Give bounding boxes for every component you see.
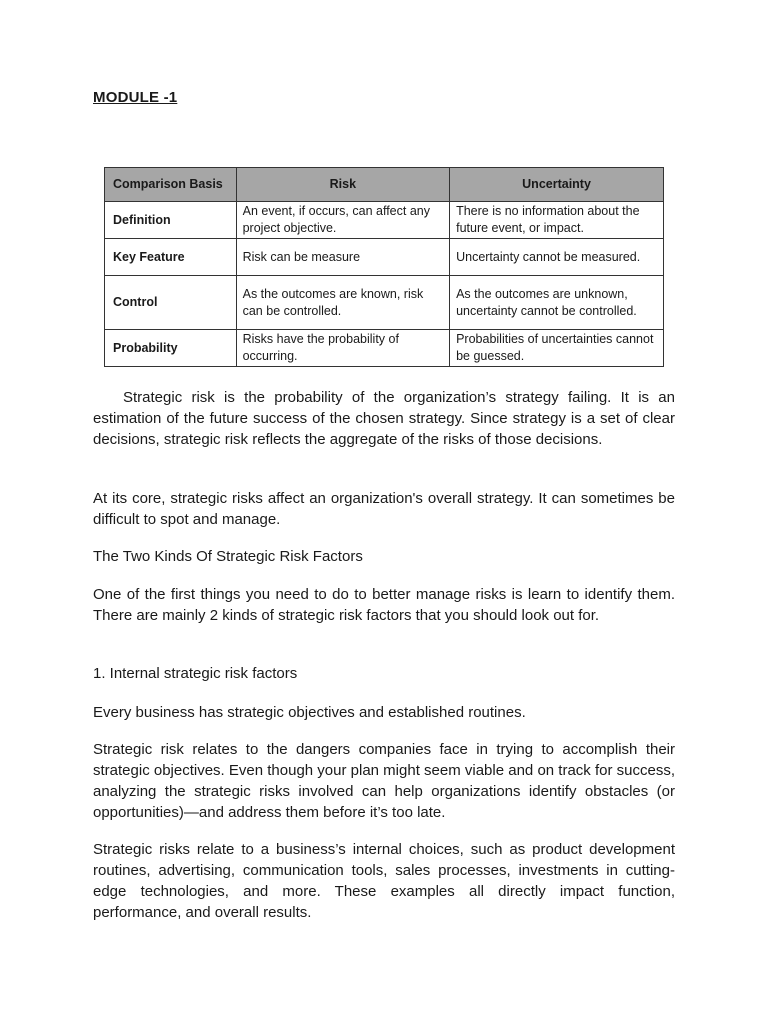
- row-uncertainty: There is no information about the future event, or impact.: [450, 202, 664, 239]
- header-comparison-basis: Comparison Basis: [105, 168, 237, 202]
- row-risk: An event, if occurs, can affect any project objective.: [236, 202, 449, 239]
- row-basis: Control: [105, 276, 237, 330]
- row-basis: Probability: [105, 330, 237, 367]
- section-heading-two-kinds: The Two Kinds Of Strategic Risk Factors: [93, 548, 363, 565]
- table-header-row: [105, 168, 664, 202]
- table-row: [105, 239, 664, 276]
- table-row: [105, 276, 664, 330]
- paragraph-strategic-risk-definition: Strategic risk is the probability of the organization’s strategy failing. It is an estimation of the future success of the chosen strategy. Since strategy is a set of clear decisions, strategic risk reflects the aggregate of the risks of those decisions.: [93, 389, 675, 448]
- row-risk: As the outcomes are known, risk can be controlled.: [236, 276, 449, 330]
- row-basis: Key Feature: [105, 239, 237, 276]
- row-risk: Risk can be measure: [236, 239, 449, 276]
- paragraph-core-strategic-risk: At its core, strategic risks affect an organization's overall strategy. It can sometimes be difficult to spot and manage.: [93, 490, 675, 528]
- row-uncertainty: Probabilities of uncertainties cannot be guessed.: [450, 330, 664, 367]
- row-uncertainty: Uncertainty cannot be measured.: [450, 239, 664, 276]
- paragraph-internal-choices: Strategic risks relate to a business’s internal choices, such as product development routines, advertising, communication tools, sales processes, investments in cutting-edge technologies, and more. These examples all directly impact function, performance, and overall results.: [93, 841, 675, 921]
- paragraph-identify-risks: One of the first things you need to do to better manage risks is learn to identify them. There are mainly 2 kinds of strategic risk factors that you should look out for.: [93, 586, 675, 624]
- row-uncertainty: As the outcomes are unknown, uncertainty cannot be controlled.: [450, 276, 664, 330]
- header-risk: Risk: [236, 168, 449, 202]
- paragraph-strategic-risk-dangers: Strategic risk relates to the dangers companies face in trying to accomplish their strategic objectives. Even though your plan might seem viable and on track for success, analyzing the strategic risks involved can help organizations identify obstacles (or opportunities)—and address them before it’s too late.: [93, 741, 675, 821]
- paragraph-strategic-objectives: Every business has strategic objectives and established routines.: [93, 704, 526, 721]
- module-title: MODULE -1: [93, 89, 178, 106]
- header-uncertainty: Uncertainty: [450, 168, 664, 202]
- row-basis: Definition: [105, 202, 237, 239]
- row-risk: Risks have the probability of occurring.: [236, 330, 449, 367]
- table-row: [105, 330, 664, 367]
- risk-vs-uncertainty-table: [104, 167, 664, 367]
- list-item-internal-factors: 1. Internal strategic risk factors: [93, 665, 298, 682]
- table-row: [105, 202, 664, 239]
